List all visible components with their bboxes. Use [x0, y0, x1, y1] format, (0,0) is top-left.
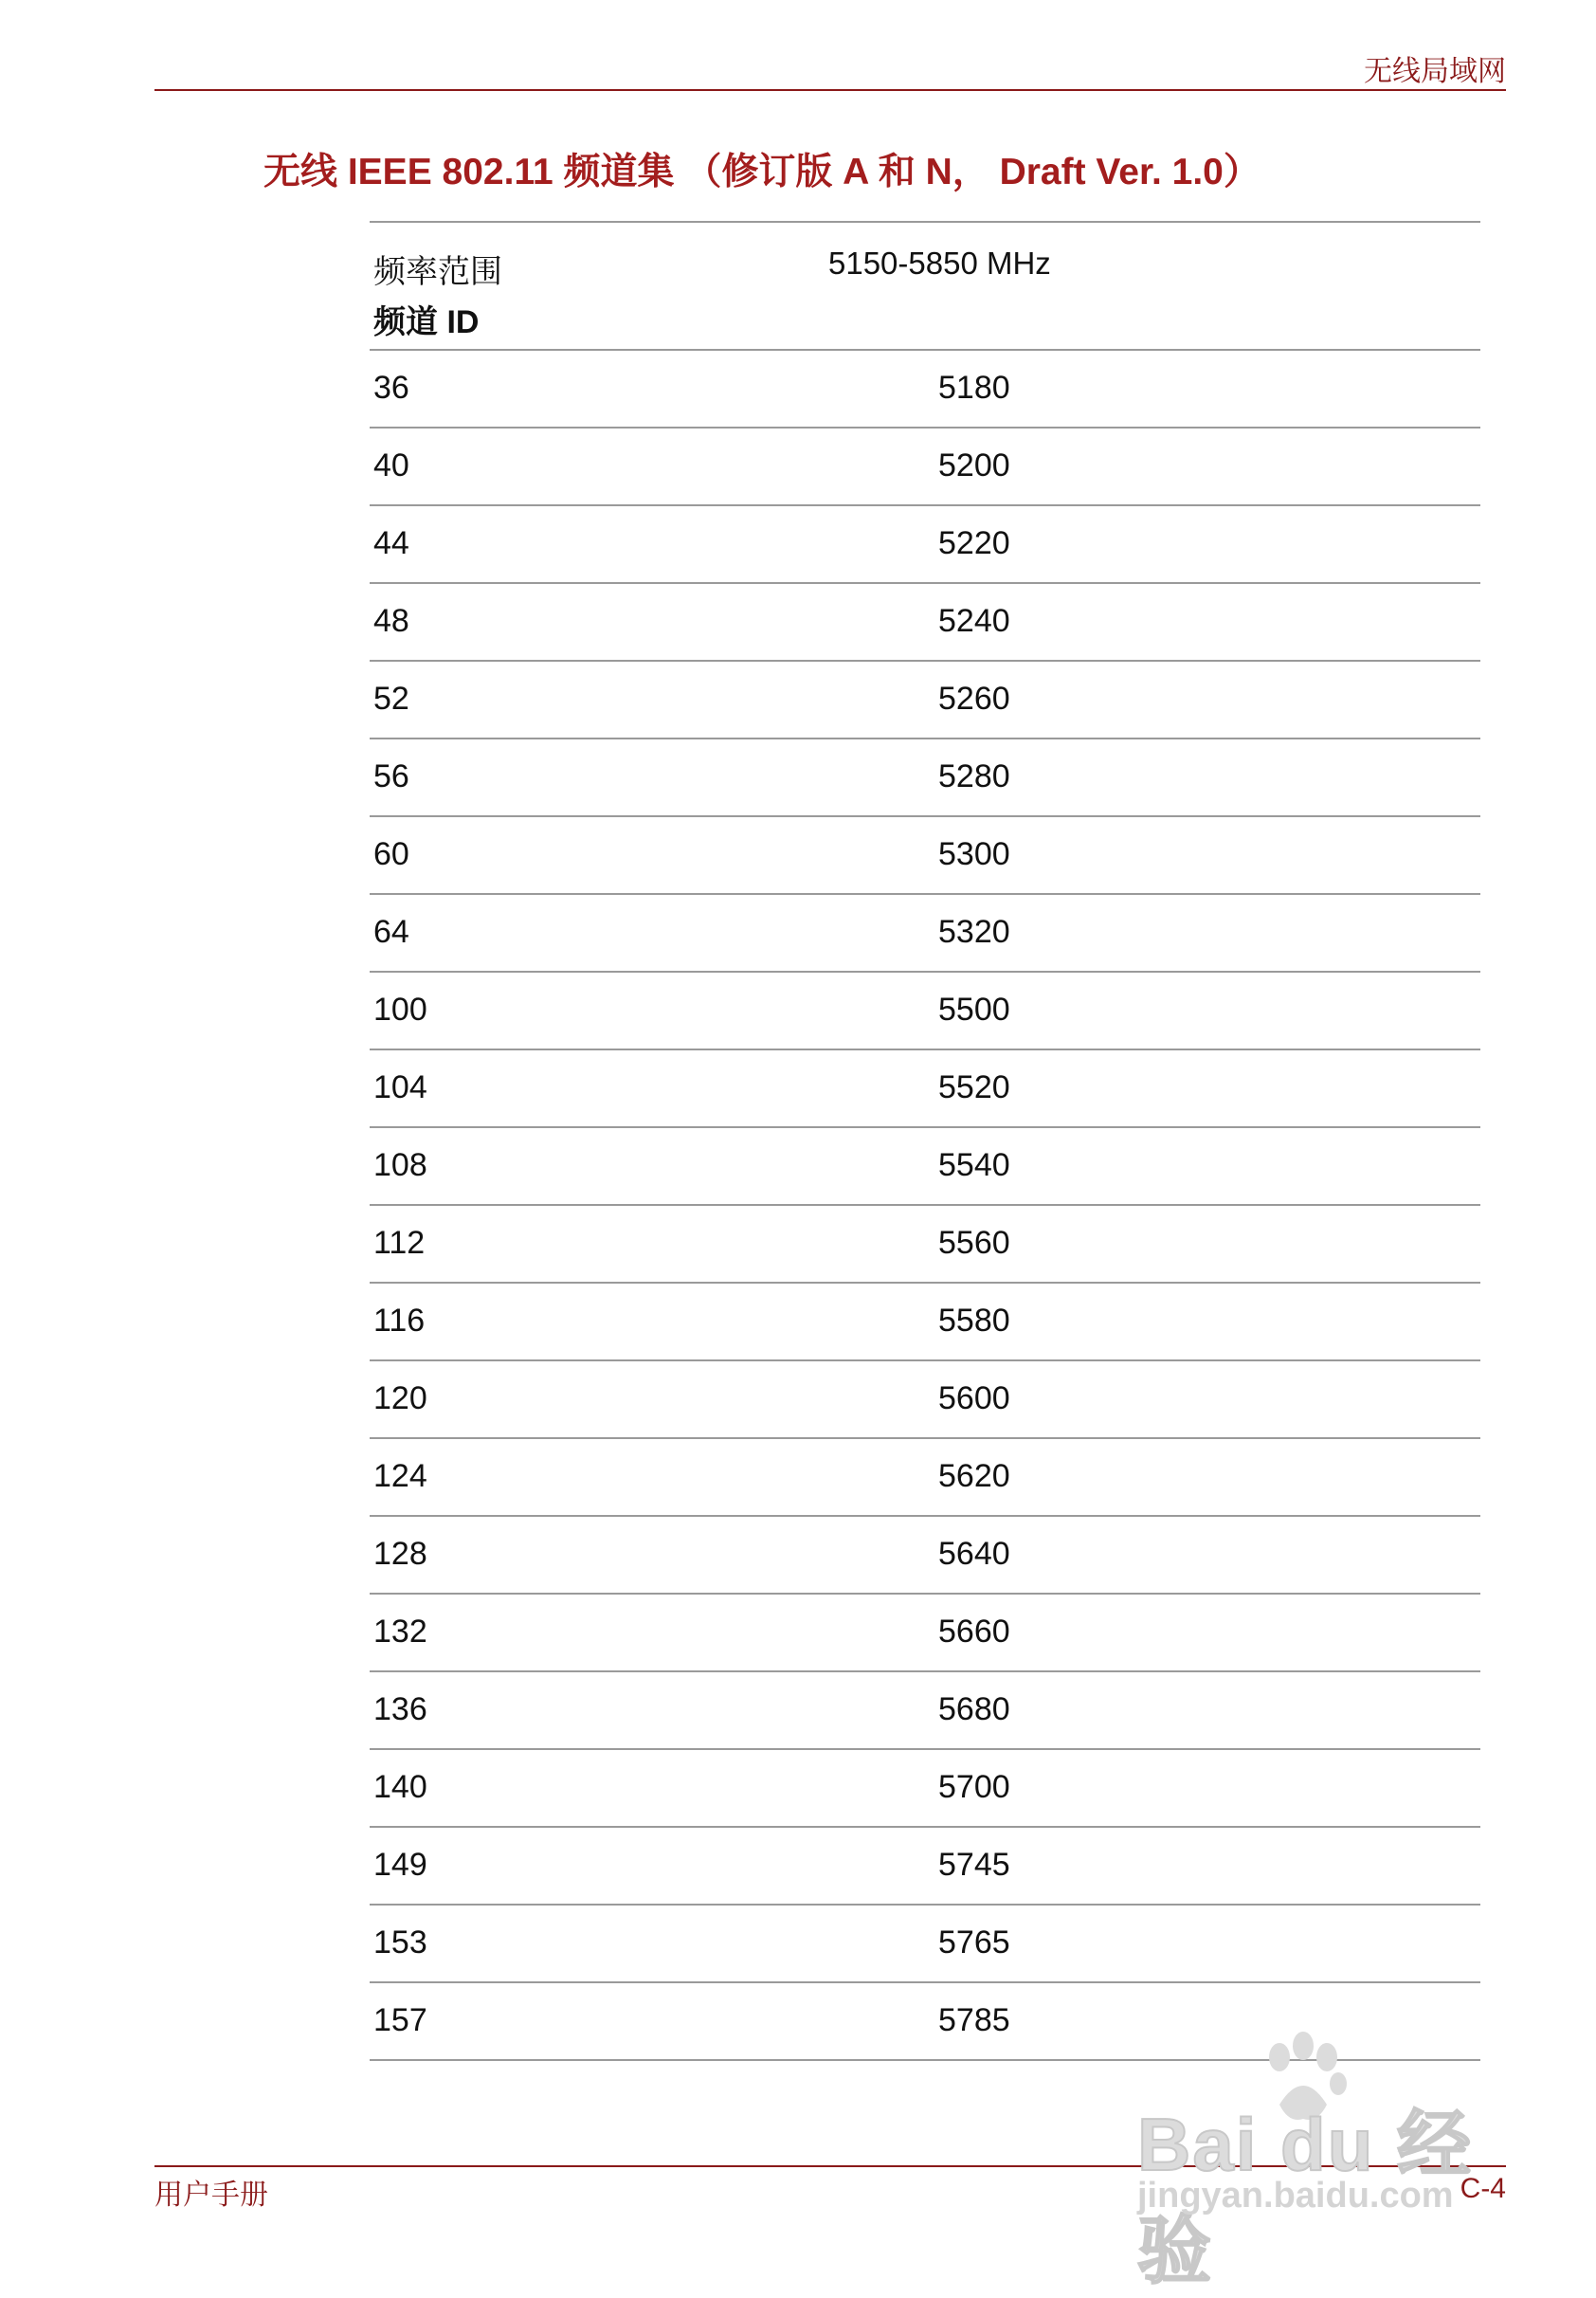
baidu-watermark	[1137, 2029, 1516, 2292]
frequency-cell: 5520	[938, 1069, 1010, 1105]
table-row	[370, 895, 1480, 973]
frequency-cell: 5200	[938, 447, 1010, 483]
channel-id-cell: 104	[373, 1069, 427, 1105]
frequency-cell: 5600	[938, 1380, 1010, 1416]
table-row	[370, 429, 1480, 506]
frequency-cell: 5765	[938, 1924, 1010, 1961]
channel-id-cell: 64	[373, 914, 409, 950]
channel-id-cell: 140	[373, 1769, 427, 1805]
frequency-cell: 5640	[938, 1536, 1010, 1572]
table-row	[370, 1672, 1480, 1750]
freq-range-value: 5150-5850 MHz	[828, 246, 1051, 281]
channel-id-cell: 112	[373, 1225, 426, 1261]
table-row	[370, 1284, 1480, 1361]
channel-id-cell: 116	[373, 1303, 426, 1339]
frequency-cell: 5260	[938, 681, 1010, 717]
channel-id-cell: 149	[373, 1847, 427, 1883]
channel-id-cell: 60	[373, 836, 409, 872]
channel-id-cell: 44	[373, 525, 409, 561]
table-row	[370, 1595, 1480, 1672]
table-row	[370, 1750, 1480, 1828]
freq-range-label: 频率范围	[373, 253, 502, 291]
table-row	[370, 1828, 1480, 1906]
table-row	[370, 1439, 1480, 1517]
frequency-cell: 5280	[938, 758, 1010, 794]
frequency-cell: 5580	[938, 1303, 1010, 1339]
table-row	[370, 1361, 1480, 1439]
channel-id-cell: 136	[373, 1691, 427, 1727]
channel-id-label-cjk: 频道	[373, 303, 438, 341]
watermark-url: jingyan.baidu.com	[1137, 2176, 1454, 2216]
frequency-cell: 5560	[938, 1225, 1010, 1261]
table-row	[370, 1906, 1480, 1983]
frequency-cell: 5620	[938, 1458, 1010, 1494]
table-row	[370, 1206, 1480, 1284]
channel-id-cell: 48	[373, 603, 409, 639]
frequency-cell: 5680	[938, 1691, 1010, 1727]
table-row	[370, 662, 1480, 739]
channel-id-cell: 120	[373, 1380, 427, 1416]
channel-id-label	[373, 296, 479, 342]
frequency-cell: 5300	[938, 836, 1010, 872]
channel-id-cell: 108	[373, 1147, 427, 1183]
channel-id-cell: 52	[373, 681, 409, 717]
frequency-cell: 5180	[938, 370, 1010, 406]
channel-id-cell: 153	[373, 1924, 427, 1961]
page-title: 无线 IEEE 802.11 频道集 （修订版 A 和 N， Draft Ver. 1.0）	[263, 152, 1260, 192]
frequency-cell: 5500	[938, 992, 1010, 1028]
frequency-cell: 5785	[938, 2002, 1010, 2038]
channel-table	[370, 221, 1480, 2061]
header-section-title: 无线局域网	[1364, 55, 1506, 88]
frequency-cell: 5745	[938, 1847, 1010, 1883]
channel-id-cell: 124	[373, 1458, 427, 1494]
frequency-cell: 5320	[938, 914, 1010, 950]
table-row	[370, 817, 1480, 895]
table-row	[370, 973, 1480, 1050]
header-rule	[154, 89, 1506, 91]
channel-id-cell: 100	[373, 992, 427, 1028]
table-header	[370, 223, 1480, 351]
table-row	[370, 1517, 1480, 1595]
watermark-brand: Bai du 经验	[1137, 2103, 1474, 2292]
channel-id-cell: 128	[373, 1536, 427, 1572]
frequency-cell: 5660	[938, 1614, 1010, 1650]
footer-page-number: C-4	[1460, 2173, 1506, 2204]
table-row	[370, 739, 1480, 817]
table-row	[370, 351, 1480, 429]
channel-id-cell: 36	[373, 370, 409, 406]
channel-id-cell: 157	[373, 2002, 427, 2038]
frequency-cell: 5220	[938, 525, 1010, 561]
channel-id-cell: 56	[373, 758, 409, 794]
frequency-cell: 5700	[938, 1769, 1010, 1805]
footer-manual-title: 用户手册	[154, 2179, 268, 2212]
channel-id-cell: 132	[373, 1614, 427, 1650]
table-row	[370, 1050, 1480, 1128]
frequency-cell: 5240	[938, 603, 1010, 639]
channel-id-cell: 40	[373, 447, 409, 483]
table-row	[370, 584, 1480, 662]
channel-id-label-latin: ID	[438, 304, 480, 340]
table-row	[370, 1128, 1480, 1206]
frequency-cell: 5540	[938, 1147, 1010, 1183]
table-body	[370, 351, 1480, 2061]
table-row	[370, 506, 1480, 584]
